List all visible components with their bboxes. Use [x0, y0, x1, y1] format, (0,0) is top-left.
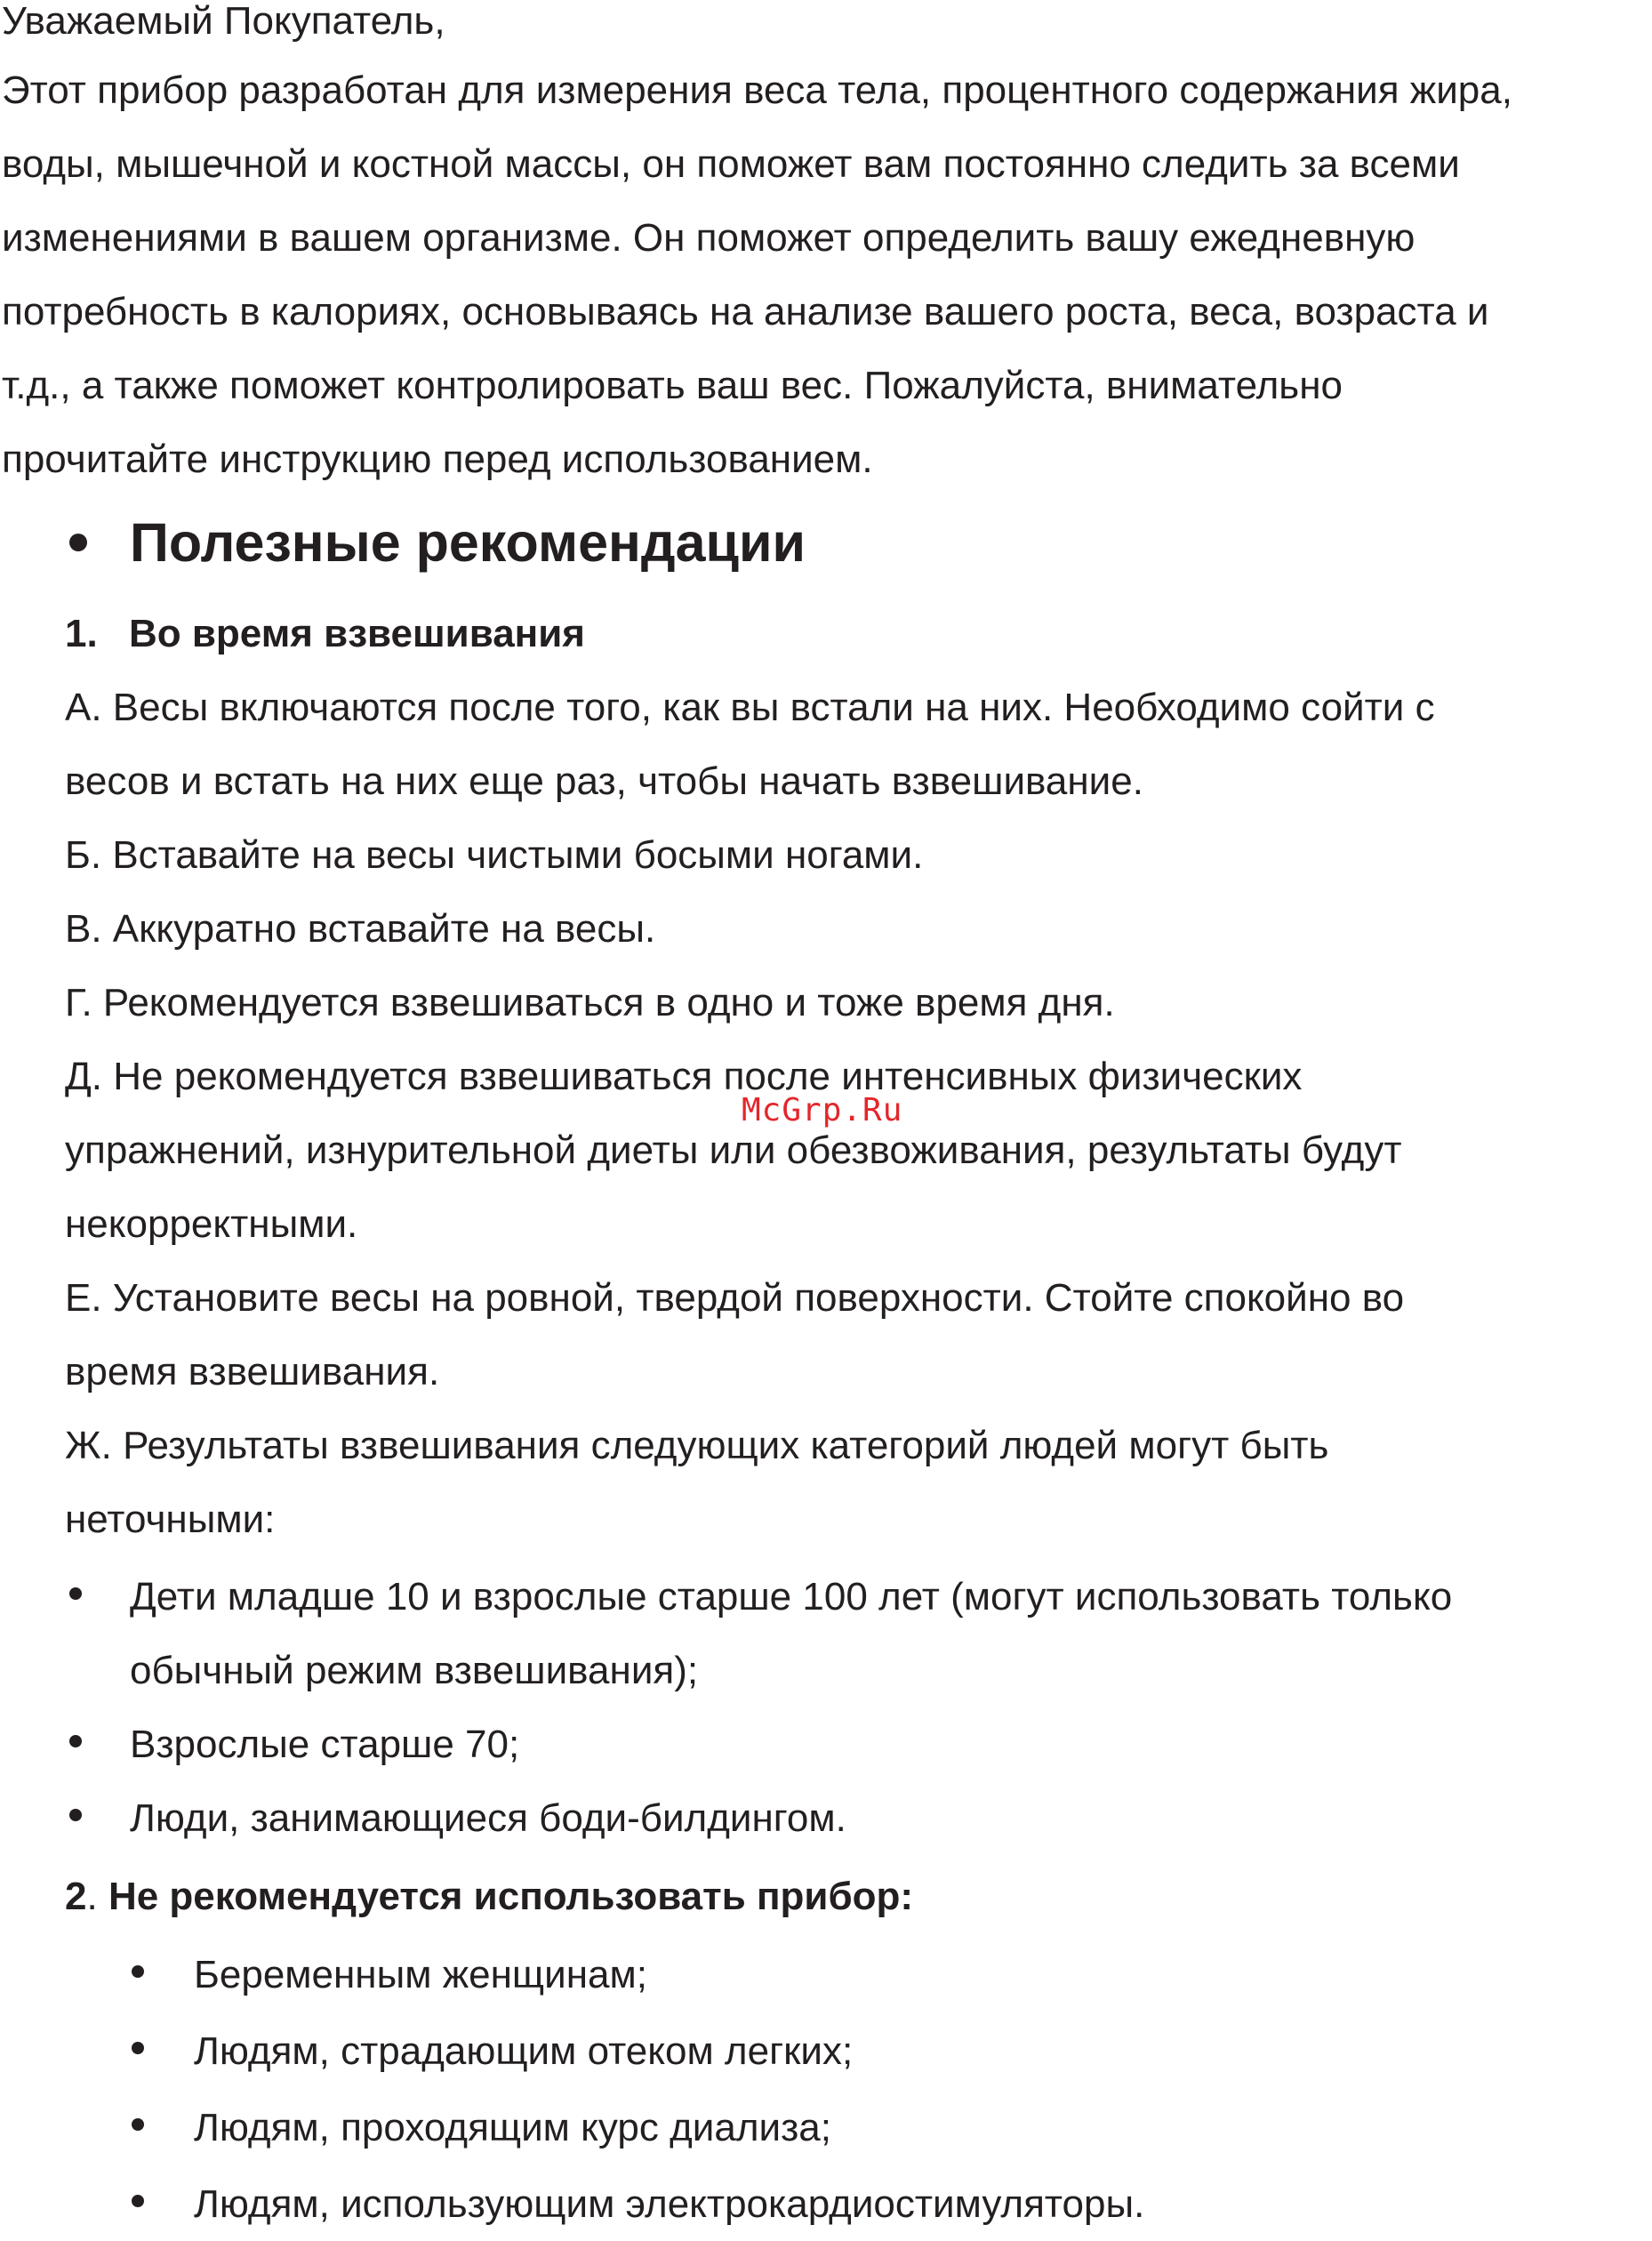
- section-heading: Полезные рекомендации: [130, 512, 806, 573]
- subsection-1-heading: [65, 598, 585, 670]
- list-item: Беременным женщинам;: [194, 1953, 647, 1996]
- recommendation-line: А. Весы включаются после того, как вы встали на них. Необходимо сойти с: [65, 686, 1435, 729]
- bullet-icon: [69, 1809, 82, 1821]
- recommendation-line: Е. Установите весы на ровной, твердой поверхности. Стойте спокойно во: [65, 1276, 1405, 1320]
- intro-line: изменениями в вашем организме. Он поможет определить вашу ежедневную: [2, 216, 1415, 260]
- subsection-2-number: 2: [65, 1875, 87, 1918]
- intro-line: прочитайте инструкцию перед использованием.: [2, 438, 873, 481]
- section-bullet-icon: [69, 534, 87, 551]
- bullet-icon: [132, 2042, 144, 2054]
- list-item-line: обычный режим взвешивания);: [130, 1649, 699, 1692]
- subsection-2-dot: .: [86, 1875, 98, 1918]
- bullet-icon: [69, 1587, 82, 1600]
- recommendation-line: Б. Вставайте на весы чистыми босыми ногами.: [65, 833, 924, 877]
- recommendation-line: В. Аккуратно вставайте на весы.: [65, 907, 656, 951]
- subsection-2-title: Не рекомендуется использовать прибор:: [97, 1875, 914, 1918]
- recommendation-line: время взвешивания.: [65, 1350, 440, 1394]
- recommendation-line: Ж. Результаты взвешивания следующих категорий людей могут быть: [65, 1424, 1329, 1467]
- recommendation-line: Г. Рекомендуется взвешиваться в одно и тоже время дня.: [65, 981, 1115, 1024]
- recommendation-line: некорректными.: [65, 1202, 358, 1246]
- subsection-1-title: Во время взвешивания: [129, 612, 585, 655]
- bullet-icon: [132, 2118, 144, 2131]
- intro-line: потребность в калориях, основываясь на анализе вашего роста, веса, возраста и: [2, 290, 1489, 333]
- list-item: Людям, страдающим отеком легких;: [194, 2029, 854, 2073]
- greeting: Уважаемый Покупатель,: [2, 0, 445, 43]
- intro-line: Этот прибор разработан для измерения веса тела, процентного содержания жира,: [2, 68, 1512, 112]
- subsection-2-heading: [65, 1861, 913, 1932]
- recommendation-line: весов и встать на них еще раз, чтобы начать взвешивание.: [65, 759, 1143, 803]
- bullet-icon: [69, 1735, 82, 1747]
- list-item: Людям, использующим электрокардиостимуляторы.: [194, 2182, 1145, 2226]
- list-item-line: Дети младше 10 и взрослые старше 100 лет (могут использовать только: [130, 1575, 1453, 1618]
- recommendation-line: неточными:: [65, 1498, 276, 1541]
- intro-line: воды, мышечной и костной массы, он поможет вам постоянно следить за всеми: [2, 142, 1460, 186]
- recommendation-line: Д. Не рекомендуется взвешиваться после интенсивных физических: [65, 1055, 1303, 1098]
- list-item: Взрослые старше 70;: [130, 1723, 520, 1766]
- intro-line: т.д., а также поможет контролировать ваш вес. Пожалуйста, внимательно: [2, 364, 1343, 407]
- intro-paragraph: [2, 53, 1512, 496]
- subsection-1-number: 1.: [65, 612, 98, 655]
- recommendation-line: упражнений, изнурительной диеты или обезвоживания, результаты будут: [65, 1129, 1402, 1172]
- list-item: Люди, занимающиеся боди-билдингом.: [130, 1796, 846, 1840]
- bullet-icon: [132, 2195, 144, 2207]
- watermark: McGrp.Ru: [742, 1092, 903, 1129]
- bullet-icon: [132, 1965, 144, 1978]
- list-item: Людям, проходящим курс диализа;: [194, 2106, 831, 2149]
- list-item: [130, 1560, 1452, 1707]
